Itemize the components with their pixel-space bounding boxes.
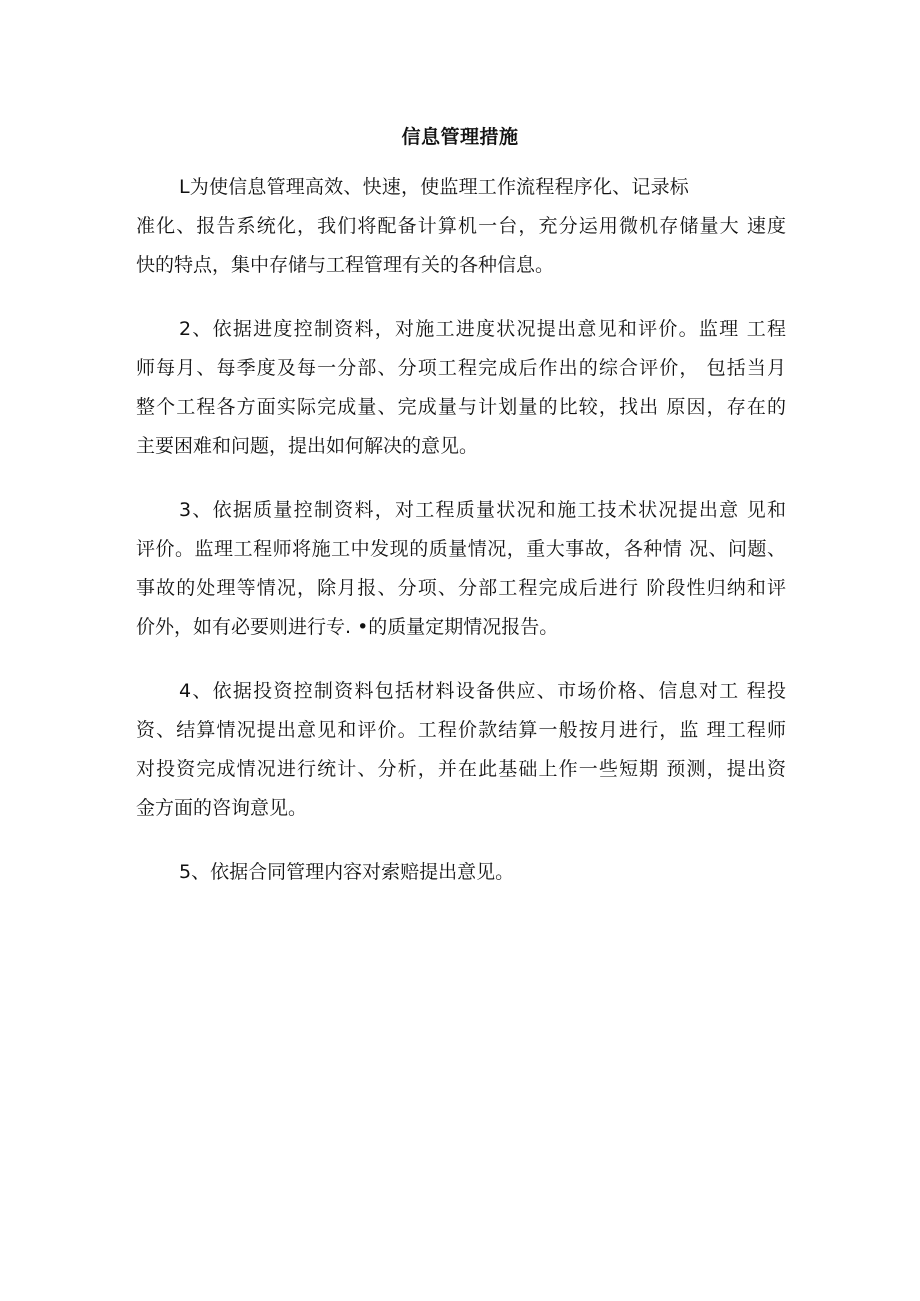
paragraph-1 bbox=[136, 168, 786, 285]
paragraph-line: 事故的处理等情况，除月报、分项、分部工程完成后进行 阶段性归纳和评 bbox=[136, 577, 786, 599]
paragraph-line: 金方面的咨询意见。 bbox=[136, 797, 308, 819]
paragraph-line: 师每月、每季度及每一分部、分项工程完成后作出的综合评价， 包括当月 bbox=[136, 357, 786, 379]
paragraph-line: 3、依据质量控制资料，对工程质量状况和施工技术状况提出意 见和 bbox=[179, 499, 786, 521]
paragraph-line: 2、依据进度控制资料，对施工进度状况提出意见和评价。监理 工程 bbox=[179, 318, 786, 340]
paragraph-4 bbox=[136, 672, 786, 828]
paragraph-3 bbox=[136, 491, 786, 647]
paragraph-line: 主要困难和问题，提出如何解决的意见。 bbox=[136, 435, 479, 457]
paragraph-line: 快的特点，集中存储与工程管理有关的各种信息。 bbox=[136, 254, 555, 276]
paragraph-line: L为使信息管理高效、快速，使监理工作流程程序化、记录标 bbox=[179, 176, 689, 198]
paragraph-line: 资、结算情况提出意见和评价。工程价款结算一般按月进行，监 理工程师 bbox=[136, 719, 786, 741]
paragraph-line: 评价。监理工程师将施工中发现的质量情况，重大事故，各种情 况、问题、 bbox=[136, 538, 786, 560]
paragraph-line: 4、依据投资控制资料包括材料设备供应、市场价格、信息对工 程投 bbox=[179, 680, 786, 702]
paragraph-2 bbox=[136, 310, 786, 466]
paragraph-line: 5、依据合同管理内容对索赔提出意见。 bbox=[179, 861, 515, 883]
paragraph-line: 准化、报告系统化，我们将配备计算机一台，充分运用微机存储量大 速度 bbox=[136, 215, 786, 237]
paragraph-5 bbox=[136, 853, 786, 892]
document-body bbox=[136, 168, 786, 917]
paragraph-line: 价外，如有必要则进行专. •的质量定期情况报告。 bbox=[136, 616, 559, 638]
document-title: 信息管理措施 bbox=[401, 126, 519, 148]
paragraph-line: 整个工程各方面实际完成量、完成量与计划量的比较，找出 原因，存在的 bbox=[136, 396, 786, 418]
paragraph-line: 对投资完成情况进行统计、分析，并在此基础上作一些短期 预测，提出资 bbox=[136, 758, 786, 780]
